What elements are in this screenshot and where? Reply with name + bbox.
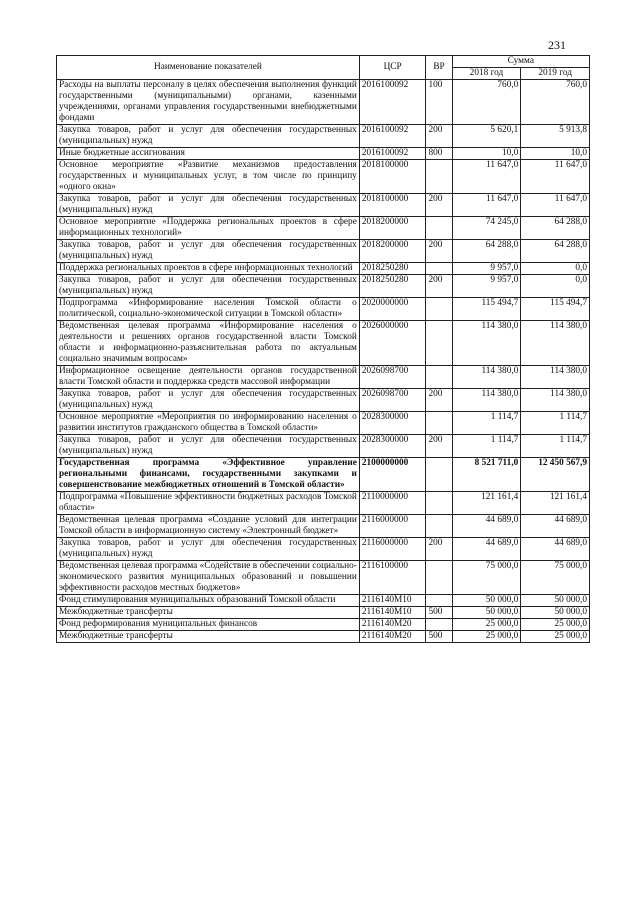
table-row [57, 125, 590, 148]
table-row [57, 595, 590, 607]
table-row [57, 631, 590, 643]
row-vr [426, 515, 452, 538]
table-row [57, 515, 590, 538]
row-vr: 200 [426, 125, 452, 148]
row-csr: 2028300000 [359, 435, 426, 458]
row-name: Фонд реформирования муниципальных финансов [57, 619, 360, 631]
row-vr: 500 [426, 631, 452, 643]
row-sum-2019: 64 288,0 [521, 240, 590, 263]
row-sum-2018: 25 000,0 [452, 619, 521, 631]
row-sum-2018: 114 380,0 [452, 389, 521, 412]
row-name: Закупка товаров, работ и услуг для обеспечения государственных (муниципальных) нужд [57, 240, 360, 263]
row-sum-2019: 11 647,0 [521, 160, 590, 194]
row-sum-2018: 1 114,7 [452, 412, 521, 435]
row-csr: 2018100000 [359, 194, 426, 217]
row-name: Закупка товаров, работ и услуг для обеспечения государственных (муниципальных) нужд [57, 275, 360, 298]
row-vr [426, 561, 452, 595]
row-csr: 2018250280 [359, 275, 426, 298]
row-sum-2019: 114 380,0 [521, 389, 590, 412]
row-sum-2018: 25 000,0 [452, 631, 521, 643]
row-sum-2019: 0,0 [521, 275, 590, 298]
row-name: Расходы на выплаты персоналу в целях обеспечения выполнения функций государственными (муниципальными) органами, казенными учреждениями, органами управления государственными внебюджетными фондами [57, 80, 360, 125]
row-name: Закупка товаров, работ и услуг для обеспечения государственных (муниципальных) нужд [57, 389, 360, 412]
row-name: Государственная программа «Эффективное управление региональными финансами, государственными закупками и совершенствование межбюджетных отношений в Томской области» [57, 458, 360, 492]
header-year-2019: 2019 год [521, 68, 590, 80]
row-sum-2019: 760,0 [521, 80, 590, 125]
row-name: Межбюджетные трансферты [57, 631, 360, 643]
row-name: Информационное освещение деятельности органов государственной власти Томской области и поддержка средств массовой информации [57, 366, 360, 389]
row-vr [426, 412, 452, 435]
row-sum-2018: 114 380,0 [452, 321, 521, 366]
row-sum-2018: 75 000,0 [452, 561, 521, 595]
row-csr: 2018200000 [359, 240, 426, 263]
row-csr: 2116140М20 [359, 619, 426, 631]
row-sum-2019: 0,0 [521, 263, 590, 275]
row-sum-2018: 114 380,0 [452, 366, 521, 389]
row-csr: 2116100000 [359, 561, 426, 595]
table-row [57, 412, 590, 435]
row-vr [426, 595, 452, 607]
row-sum-2018: 74 245,0 [452, 217, 521, 240]
table-row [57, 538, 590, 561]
row-sum-2018: 9 957,0 [452, 263, 521, 275]
row-csr: 2016100092 [359, 125, 426, 148]
row-sum-2019: 50 000,0 [521, 607, 590, 619]
row-sum-2019: 11 647,0 [521, 194, 590, 217]
row-vr: 200 [426, 538, 452, 561]
row-sum-2018: 760,0 [452, 80, 521, 125]
row-csr: 2116000000 [359, 538, 426, 561]
row-csr: 2018100000 [359, 160, 426, 194]
row-vr: 200 [426, 435, 452, 458]
row-sum-2018: 44 689,0 [452, 515, 521, 538]
row-sum-2018: 11 647,0 [452, 194, 521, 217]
row-sum-2019: 75 000,0 [521, 561, 590, 595]
row-sum-2018: 1 114,7 [452, 435, 521, 458]
table-row [57, 298, 590, 321]
row-vr: 200 [426, 275, 452, 298]
table-row [57, 160, 590, 194]
table-row [57, 492, 590, 515]
row-name: Ведомственная целевая программа «Информирование населения о деятельности и решениях органов государственной власти Томской области и информационно-разъяснительная работа по актуальным социально значимым вопросам» [57, 321, 360, 366]
row-sum-2019: 25 000,0 [521, 619, 590, 631]
row-sum-2018: 10,0 [452, 148, 521, 160]
row-name: Подпрограмма «Повышение эффективности бюджетных расходов Томской области» [57, 492, 360, 515]
table-row [57, 194, 590, 217]
row-name: Закупка товаров, работ и услуг для обеспечения государственных (муниципальных) нужд [57, 435, 360, 458]
row-csr: 2020000000 [359, 298, 426, 321]
row-csr: 2028300000 [359, 412, 426, 435]
row-csr: 2026000000 [359, 321, 426, 366]
row-sum-2019: 114 380,0 [521, 321, 590, 366]
table-row [57, 148, 590, 160]
row-vr: 500 [426, 607, 452, 619]
row-csr: 2018200000 [359, 217, 426, 240]
row-sum-2019: 64 288,0 [521, 217, 590, 240]
row-vr: 100 [426, 80, 452, 125]
header-vr: ВР [426, 56, 452, 80]
table-row [57, 458, 590, 492]
row-name: Основное мероприятие «Мероприятия по информированию населения о развитии институтов гражданского общества в Томской области» [57, 412, 360, 435]
row-csr: 2026098700 [359, 389, 426, 412]
header-name: Наименование показателей [57, 56, 360, 80]
row-csr: 2026098700 [359, 366, 426, 389]
table-row [57, 321, 590, 366]
row-name: Закупка товаров, работ и услуг для обеспечения государственных (муниципальных) нужд [57, 538, 360, 561]
row-sum-2019: 25 000,0 [521, 631, 590, 643]
table-row [57, 80, 590, 125]
row-name: Основное мероприятие «Поддержка региональных проектов в сфере информационных технологий» [57, 217, 360, 240]
row-vr: 200 [426, 194, 452, 217]
row-csr: 2016100092 [359, 80, 426, 125]
row-vr [426, 366, 452, 389]
row-sum-2019: 121 161,4 [521, 492, 590, 515]
row-vr [426, 619, 452, 631]
table-row [57, 607, 590, 619]
row-name: Фонд стимулирования муниципальных образований Томской области [57, 595, 360, 607]
table-row [57, 619, 590, 631]
row-sum-2019: 5 913,8 [521, 125, 590, 148]
row-name: Закупка товаров, работ и услуг для обеспечения государственных (муниципальных) нужд [57, 125, 360, 148]
table-row [57, 263, 590, 275]
row-sum-2018: 11 647,0 [452, 160, 521, 194]
row-sum-2018: 50 000,0 [452, 607, 521, 619]
row-sum-2019: 115 494,7 [521, 298, 590, 321]
row-csr: 2116140М10 [359, 595, 426, 607]
row-sum-2018: 5 620,1 [452, 125, 521, 148]
table-row [57, 435, 590, 458]
row-vr [426, 492, 452, 515]
row-name: Иные бюджетные ассигнования [57, 148, 360, 160]
row-name: Поддержка региональных проектов в сфере информационных технологий [57, 263, 360, 275]
table-row [57, 561, 590, 595]
table-row [57, 366, 590, 389]
row-sum-2019: 50 000,0 [521, 595, 590, 607]
row-vr: 200 [426, 240, 452, 263]
table-row [57, 217, 590, 240]
row-csr: 2018250280 [359, 263, 426, 275]
header-year-2018: 2018 год [452, 68, 521, 80]
row-sum-2019: 1 114,7 [521, 435, 590, 458]
row-csr: 2016100092 [359, 148, 426, 160]
table-body [57, 80, 590, 643]
budget-table [56, 55, 590, 643]
row-csr: 2110000000 [359, 492, 426, 515]
table-row [57, 240, 590, 263]
row-vr [426, 321, 452, 366]
row-vr [426, 160, 452, 194]
row-csr: 2116000000 [359, 515, 426, 538]
table-row [57, 275, 590, 298]
table-row [57, 389, 590, 412]
row-vr [426, 298, 452, 321]
row-name: Закупка товаров, работ и услуг для обеспечения государственных (муниципальных) нужд [57, 194, 360, 217]
page-number: 231 [548, 38, 566, 52]
row-vr [426, 263, 452, 275]
row-sum-2018: 44 689,0 [452, 538, 521, 561]
row-sum-2019: 114 380,0 [521, 366, 590, 389]
table-header [57, 56, 590, 80]
row-name: Ведомственная целевая программа «Содействие в обеспечении социально-экономического развития муниципальных образований и повышении эффективности расходов местных бюджетов» [57, 561, 360, 595]
header-sum: Сумма [452, 56, 589, 68]
row-sum-2019: 1 114,7 [521, 412, 590, 435]
row-vr [426, 217, 452, 240]
row-vr: 800 [426, 148, 452, 160]
row-sum-2019: 10,0 [521, 148, 590, 160]
row-sum-2018: 115 494,7 [452, 298, 521, 321]
row-csr: 2116140М10 [359, 607, 426, 619]
row-name: Основное мероприятие «Развитие механизмов предоставления государственных и муниципальных услуг, в том числе по принципу «одного окна» [57, 160, 360, 194]
row-sum-2018: 8 521 711,0 [452, 458, 521, 492]
row-name: Ведомственная целевая программа «Создание условий для интеграции Томской области в информационную систему «Электронный бюджет» [57, 515, 360, 538]
row-csr: 2116140М20 [359, 631, 426, 643]
header-csr: ЦСР [359, 56, 426, 80]
row-sum-2018: 50 000,0 [452, 595, 521, 607]
row-sum-2019: 12 450 567,9 [521, 458, 590, 492]
row-sum-2018: 9 957,0 [452, 275, 521, 298]
row-name: Подпрограмма «Информирование населения Томской области о политической, социально-экономической ситуации в Томской области» [57, 298, 360, 321]
row-vr [426, 458, 452, 492]
row-sum-2018: 121 161,4 [452, 492, 521, 515]
row-vr: 200 [426, 389, 452, 412]
row-sum-2019: 44 689,0 [521, 515, 590, 538]
row-sum-2019: 44 689,0 [521, 538, 590, 561]
row-csr: 2100000000 [359, 458, 426, 492]
row-name: Межбюджетные трансферты [57, 607, 360, 619]
row-sum-2018: 64 288,0 [452, 240, 521, 263]
